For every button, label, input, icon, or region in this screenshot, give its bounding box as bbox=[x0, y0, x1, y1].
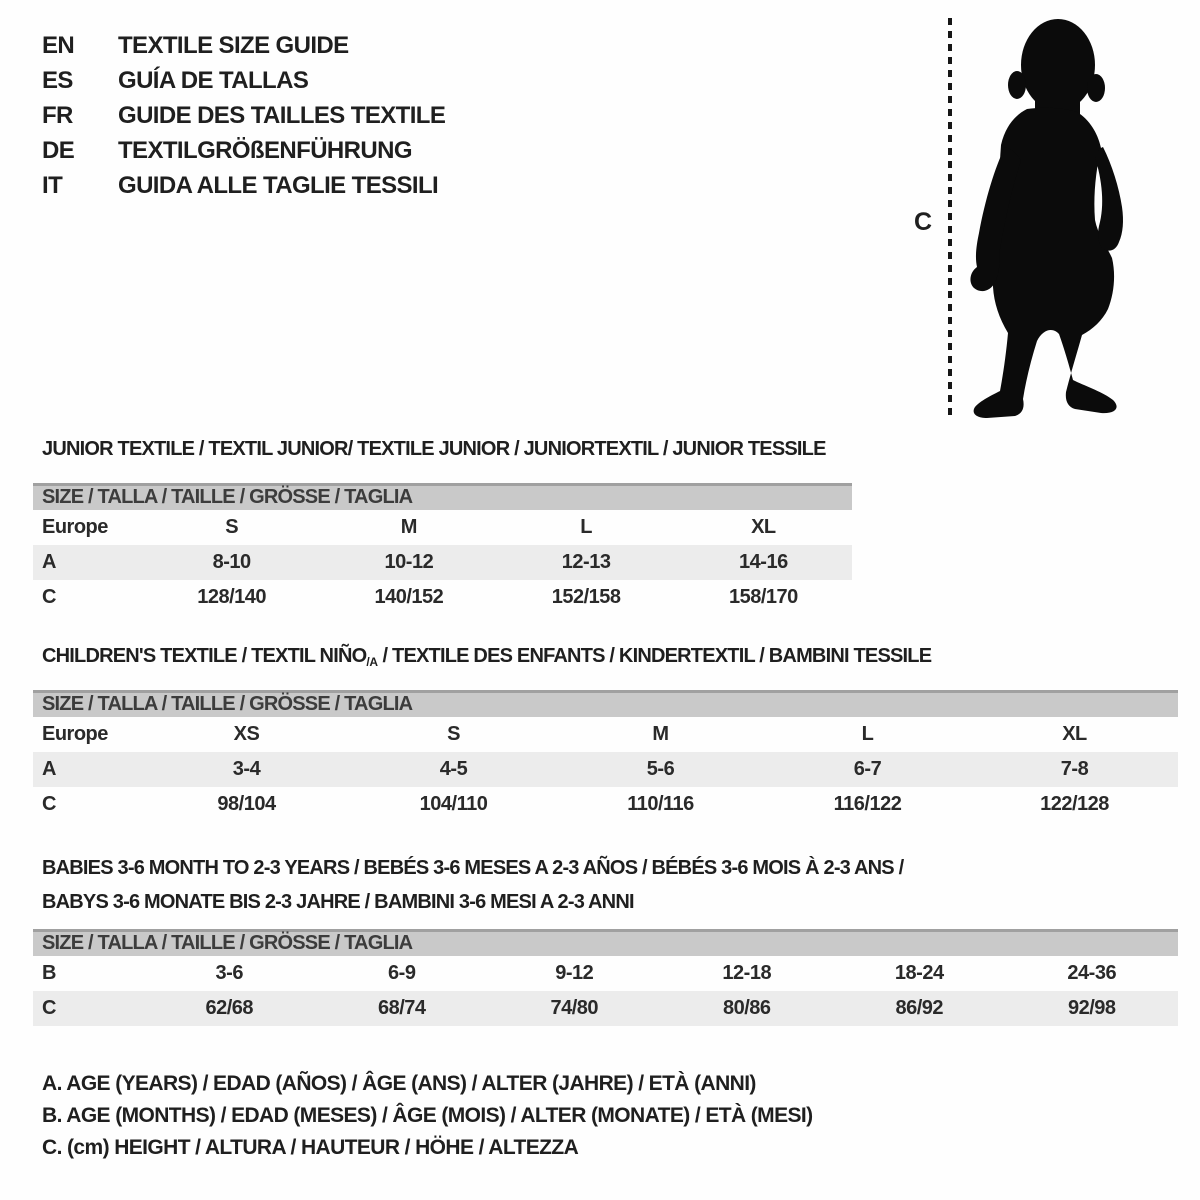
legend-age-years: A. AGE (YEARS) / EDAD (AÑOS) / ÂGE (ANS) / ALTER (JAHRE) / ETÀ (ANNI) bbox=[42, 1072, 756, 1095]
toddler-silhouette bbox=[965, 15, 1140, 425]
size-cell: 18-24 bbox=[894, 962, 944, 984]
language-row bbox=[42, 63, 445, 98]
table-row bbox=[33, 787, 1178, 822]
babies-section-heading bbox=[42, 851, 903, 919]
language-header bbox=[42, 28, 445, 203]
size-cell: 62/68 bbox=[205, 997, 254, 1019]
language-row bbox=[42, 98, 445, 133]
size-cell: 104/110 bbox=[419, 793, 488, 815]
language-title: TEXTILE SIZE GUIDE bbox=[118, 32, 349, 59]
legend-height: C. (cm) HEIGHT / ALTURA / HAUTEUR / HÖHE / ALTEZZA bbox=[42, 1136, 579, 1159]
size-cell: 9-12 bbox=[555, 962, 594, 984]
size-cell: 7-8 bbox=[1060, 758, 1089, 780]
size-cell: 92/98 bbox=[1067, 997, 1116, 1019]
language-code: EN bbox=[42, 32, 75, 59]
language-title: GUÍA DE TALLAS bbox=[118, 67, 309, 94]
language-code: DE bbox=[42, 137, 75, 164]
size-cell: 152/158 bbox=[551, 586, 621, 608]
size-cell: 24-36 bbox=[1067, 962, 1117, 984]
size-cell: 158/170 bbox=[728, 586, 798, 608]
size-cell: 12-13 bbox=[561, 551, 611, 573]
size-cell: M bbox=[400, 516, 417, 538]
children-heading-text: / TEXTILE DES ENFANTS / KINDERTEXTIL / BAMBINI TESSILE bbox=[377, 645, 932, 667]
size-cell: 14-16 bbox=[739, 551, 788, 573]
row-label: C bbox=[42, 997, 56, 1019]
language-row bbox=[42, 28, 445, 63]
babies-heading-line1: BABIES 3-6 MONTH TO 2-3 YEARS / BEBÉS 3-6 MESES A 2-3 AÑOS / BÉBÉS 3-6 MOIS À 2-3 ANS / bbox=[42, 857, 904, 879]
language-code: ES bbox=[42, 67, 73, 94]
size-cell: 80/86 bbox=[722, 997, 771, 1019]
size-cell: 3-4 bbox=[232, 758, 261, 780]
table-row bbox=[33, 991, 1178, 1026]
children-heading-subscript: /A bbox=[366, 655, 378, 669]
language-row bbox=[42, 133, 445, 168]
measurement-legend bbox=[42, 1068, 813, 1164]
children-size-table bbox=[33, 690, 1178, 822]
height-measure-label: C bbox=[914, 208, 933, 236]
size-header-label: SIZE / TALLA / TAILLE / GRÖSSE / TAGLIA bbox=[42, 486, 413, 508]
table-row bbox=[33, 580, 852, 615]
row-label: Europe bbox=[42, 516, 108, 538]
size-header-band bbox=[33, 929, 1178, 956]
size-cell: L bbox=[861, 723, 874, 745]
language-row bbox=[42, 168, 445, 203]
language-title: TEXTILGRÖßENFÜHRUNG bbox=[118, 137, 412, 164]
size-cell: XL bbox=[751, 516, 776, 538]
size-cell: 68/74 bbox=[377, 997, 426, 1019]
table-row bbox=[33, 717, 1178, 752]
size-cell: M bbox=[652, 723, 669, 745]
language-title: GUIDA ALLE TAGLIE TESSILI bbox=[118, 172, 439, 199]
size-cell: 140/152 bbox=[374, 586, 444, 608]
junior-size-table bbox=[33, 483, 852, 615]
size-cell: 110/116 bbox=[627, 793, 694, 815]
size-cell: 8-10 bbox=[212, 551, 251, 573]
row-label: A bbox=[42, 551, 56, 573]
row-label: B bbox=[42, 962, 56, 984]
size-cell: S bbox=[225, 516, 239, 538]
table-row bbox=[33, 956, 1178, 991]
size-cell: 116/122 bbox=[833, 793, 902, 815]
table-row bbox=[33, 545, 852, 580]
row-label: C bbox=[42, 793, 56, 815]
children-heading-text: CHILDREN'S TEXTILE / TEXTIL NIÑO bbox=[42, 645, 367, 667]
size-cell: 98/104 bbox=[217, 793, 276, 815]
legend-age-months: B. AGE (MONTHS) / EDAD (MESES) / ÂGE (MOIS) / ALTER (MONATE) / ETÀ (MESI) bbox=[42, 1104, 813, 1127]
size-cell: 86/92 bbox=[895, 997, 944, 1019]
row-label: Europe bbox=[42, 723, 108, 745]
size-cell: L bbox=[580, 516, 592, 538]
size-cell: XL bbox=[1062, 723, 1087, 745]
size-cell: S bbox=[447, 723, 460, 745]
size-cell: 4-5 bbox=[439, 758, 468, 780]
table-row bbox=[33, 510, 852, 545]
language-code: FR bbox=[42, 102, 73, 129]
language-code: IT bbox=[42, 172, 63, 199]
language-title: GUIDE DES TAILLES TEXTILE bbox=[118, 102, 446, 129]
size-cell: 5-6 bbox=[646, 758, 675, 780]
babies-size-table bbox=[33, 929, 1178, 1026]
size-header-band bbox=[33, 690, 1178, 717]
size-header-band bbox=[33, 483, 852, 510]
size-cell: 6-7 bbox=[853, 758, 882, 780]
babies-heading-line2: BABYS 3-6 MONATE BIS 2-3 JAHRE / BAMBINI 3-6 MESI A 2-3 ANNI bbox=[42, 891, 634, 913]
size-cell: 10-12 bbox=[384, 551, 434, 573]
size-cell: 74/80 bbox=[550, 997, 599, 1019]
table-row bbox=[33, 752, 1178, 787]
junior-section-heading: JUNIOR TEXTILE / TEXTIL JUNIOR/ TEXTILE JUNIOR / JUNIORTEXTIL / JUNIOR TESSILE bbox=[42, 438, 826, 460]
row-label: C bbox=[42, 586, 56, 608]
size-cell: 128/140 bbox=[197, 586, 267, 608]
size-header-label: SIZE / TALLA / TAILLE / GRÖSSE / TAGLIA bbox=[42, 693, 413, 715]
size-cell: 3-6 bbox=[215, 962, 243, 984]
size-cell: 6-9 bbox=[388, 962, 416, 984]
size-cell: 12-18 bbox=[722, 962, 772, 984]
size-cell: 122/128 bbox=[1040, 793, 1109, 815]
size-header-label: SIZE / TALLA / TAILLE / GRÖSSE / TAGLIA bbox=[42, 932, 413, 954]
size-cell: XS bbox=[233, 723, 260, 745]
children-section-heading bbox=[42, 644, 931, 674]
row-label: A bbox=[42, 758, 56, 780]
height-measure-line bbox=[948, 18, 952, 417]
